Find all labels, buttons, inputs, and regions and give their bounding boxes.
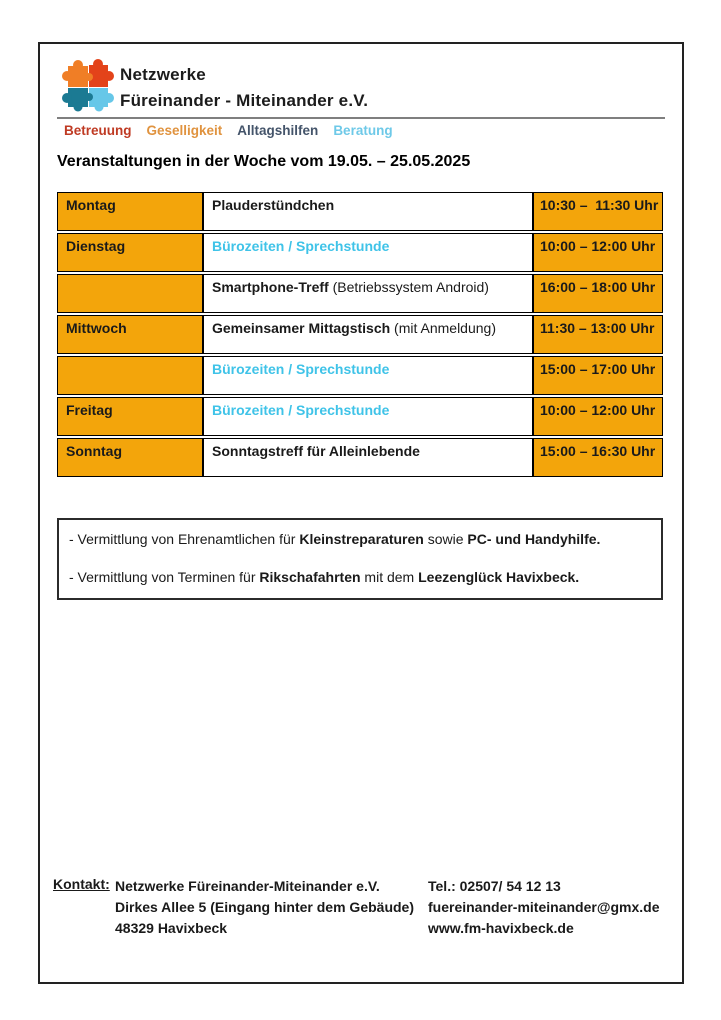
- table-row: [57, 315, 663, 354]
- note-line: [69, 569, 651, 585]
- contact-phone: Tel.: 02507/ 54 12 13: [428, 878, 561, 894]
- contact-street: Dirkes Allee 5 (Eingang hinter dem Gebäude): [115, 899, 414, 915]
- event-cell: [203, 397, 533, 436]
- page-border: [38, 42, 684, 984]
- contact-org-name: Netzwerke Füreinander-Miteinander e.V.: [115, 878, 380, 894]
- event-cell: [203, 274, 533, 313]
- time-cell: 10:30 – 11:30 Uhr: [533, 192, 663, 231]
- contact-label: Kontakt:: [53, 876, 110, 892]
- table-row: [57, 438, 663, 477]
- org-wordmark: [120, 62, 368, 114]
- event-detail: (mit Anmeldung): [390, 320, 496, 336]
- nav-item-alltagshilfen[interactable]: Alltagshilfen: [237, 123, 319, 138]
- contact-city: 48329 Havixbeck: [115, 920, 228, 936]
- org-wordmark-line1: Netzwerke: [120, 65, 206, 84]
- event-title: Bürozeiten / Sprechstunde: [212, 361, 390, 377]
- note-text-bold: PC- und Handyhilfe: [467, 531, 597, 547]
- event-title: Smartphone-Treff: [212, 279, 329, 295]
- event-cell: [203, 356, 533, 395]
- event-cell: [203, 192, 533, 231]
- time-cell: 15:00 – 17:00 Uhr: [533, 356, 663, 395]
- day-cell: [57, 274, 203, 313]
- note-text-bold: Rikschafahrten: [259, 569, 361, 585]
- note-text: .: [596, 531, 601, 547]
- event-cell: [203, 438, 533, 477]
- contact-website: www.fm-havixbeck.de: [428, 920, 574, 936]
- contact-comm-block: [428, 876, 659, 939]
- day-cell: Sonntag: [57, 438, 203, 477]
- table-row: [57, 356, 663, 395]
- event-title: Sonntagstreff für Alleinlebende: [212, 443, 420, 459]
- table-row: [57, 233, 663, 272]
- nav-item-beratung[interactable]: Beratung: [333, 123, 393, 138]
- nav-item-betreuung[interactable]: Betreuung: [64, 123, 132, 138]
- page-title: Veranstaltungen in der Woche vom 19.05. – 25.05.2025: [57, 153, 471, 170]
- day-cell: Dienstag: [57, 233, 203, 272]
- day-cell: Montag: [57, 192, 203, 231]
- time-cell: 11:30 – 13:00 Uhr: [533, 315, 663, 354]
- day-cell: [57, 356, 203, 395]
- time-cell: 16:00 – 18:00 Uhr: [533, 274, 663, 313]
- event-title: Plauderstündchen: [212, 197, 335, 213]
- note-text: - Vermittlung von Terminen für: [69, 569, 260, 585]
- note-text: - Vermittlung von Ehrenamtlichen für: [69, 531, 300, 547]
- nav-item-geselligkeit[interactable]: Geselligkeit: [146, 123, 223, 138]
- time-cell: 10:00 – 12:00 Uhr: [533, 233, 663, 272]
- event-title: Bürozeiten / Sprechstunde: [212, 402, 390, 418]
- day-cell: Mittwoch: [57, 315, 203, 354]
- contact-email: fuereinander-miteinander@gmx.de: [428, 899, 660, 915]
- note-line: [69, 531, 651, 547]
- note-text: mit dem: [360, 569, 419, 585]
- event-cell: [203, 315, 533, 354]
- note-text-bold: Kleinstreparaturen: [299, 531, 424, 547]
- event-detail: (Betriebssystem Android): [328, 279, 489, 295]
- org-wordmark-line2: Füreinander - Miteinander e.V.: [120, 91, 369, 110]
- event-cell: [203, 233, 533, 272]
- note-text-bold: Leezenglück Havixbeck.: [418, 569, 580, 585]
- table-row: [57, 192, 663, 231]
- note-text: sowie: [423, 531, 468, 547]
- header-divider: [57, 117, 665, 119]
- time-cell: 10:00 – 12:00 Uhr: [533, 397, 663, 436]
- table-row: [57, 397, 663, 436]
- event-title: Bürozeiten / Sprechstunde: [212, 238, 390, 254]
- table-row: [57, 274, 663, 313]
- event-title: Gemeinsamer Mittagstisch: [212, 320, 391, 336]
- schedule-table: [57, 192, 663, 479]
- day-cell: Freitag: [57, 397, 203, 436]
- main-nav: [64, 123, 393, 138]
- time-cell: 15:00 – 16:30 Uhr: [533, 438, 663, 477]
- services-note-box: [57, 518, 663, 600]
- puzzle-logo-icon: [62, 57, 114, 113]
- contact-address-block: [115, 876, 414, 939]
